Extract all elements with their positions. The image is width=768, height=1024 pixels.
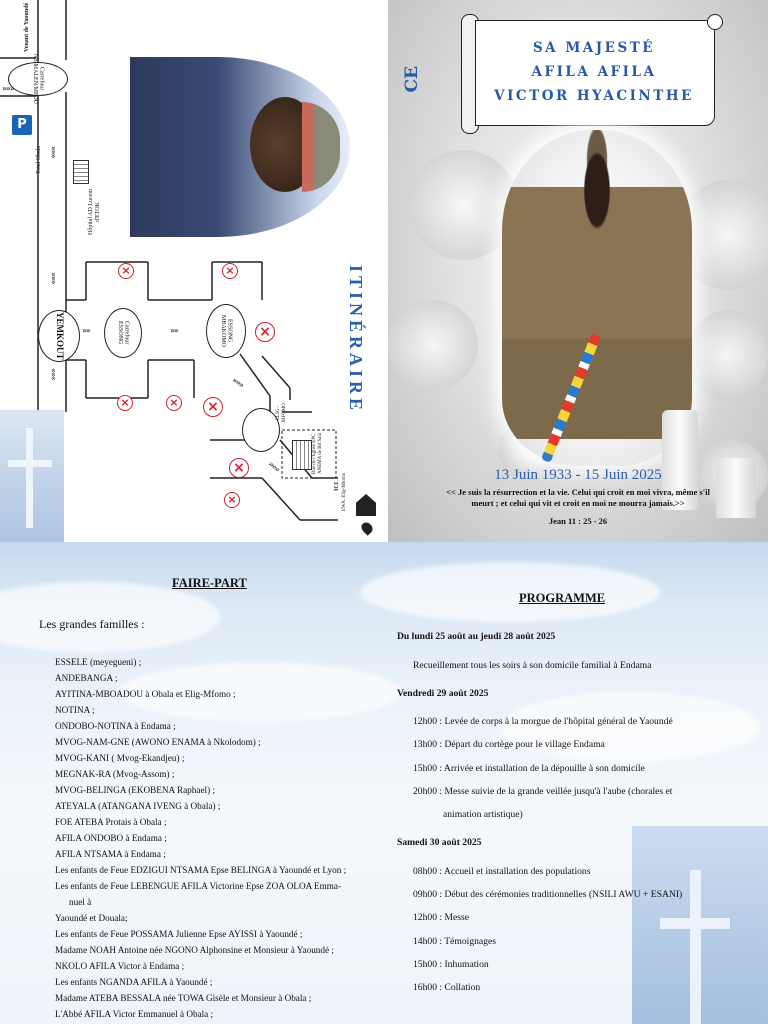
- programme-item: 12h00 : Levée de corps à la morgue de l'hôpital général de Yaoundé: [413, 716, 673, 727]
- no-entry-icon-2: ×: [222, 263, 238, 279]
- roundabout-essong-mbakomo-label: ESSONG MBAKOMO: [220, 314, 233, 347]
- list-item: ONDOBO-NOTINA à Endama ;: [55, 721, 176, 731]
- arrows-icon-5: »»»: [266, 459, 282, 474]
- list-item: Les enfants de Feue LEBENGUE AFILA Victorine Epse ZOA OLOA Emma-: [55, 881, 342, 891]
- arrows-down-icon-2: »»»: [49, 272, 58, 284]
- road-label-elig-mfomo: ELIG - MFOMO: [276, 403, 287, 423]
- list-item: Les enfants NGANDA AFILA à Yaoundé ;: [55, 977, 213, 987]
- chapel-label: EWA. Elig-Mfomo: [342, 472, 347, 512]
- list-item: L'Abbé AFILA Victor Emmanuel à Obala ;: [55, 1009, 214, 1019]
- house-icon: [292, 440, 312, 470]
- list-item: ATEYALA (ATANGANA IVENG à Obala) ;: [55, 801, 221, 811]
- list-item: Les enfants de Feue POSSAMA Julienne Epse AYISSI à Yaoundé ;: [55, 929, 303, 939]
- faire-part-heading: FAIRE-PART: [172, 576, 247, 590]
- inner-spread: [0, 542, 768, 1024]
- rose-decoration-4: [688, 310, 768, 400]
- banner-line-2: AFILA AFILA: [531, 64, 657, 80]
- bible-verse: << Je suis la résurrection et la vie. Celui qui croit en moi vivra, même s'il meurt ; et celui qui vit et croit en moi ne mourra jamais.>>: [446, 487, 710, 508]
- parking-label: Total Obala: [36, 145, 42, 175]
- cross-image: [0, 410, 64, 542]
- cloud-decoration-2: [360, 562, 660, 622]
- list-item: MEGNAK-RA (Mvog-Assom) ;: [55, 769, 175, 779]
- hospital-icon: [73, 160, 89, 184]
- roundabout-elig-mfomo: [242, 408, 280, 452]
- roundabout-yemkout-label: YEMKOUT: [54, 312, 65, 360]
- no-entry-icon-4: ×: [117, 395, 133, 411]
- programme-item: 20h00 : Messe suivie de la grande veillée jusqu'à l'aube (chorales et: [413, 786, 673, 797]
- no-entry-icon-7: ×: [229, 458, 249, 478]
- roundabout-essong-mbakomo: [206, 304, 246, 358]
- destination-label: Rue de l'Eglise EPC ANEMA de Bd Sala: [312, 433, 323, 475]
- cap-shape: [302, 102, 340, 192]
- programme-day-3: Samedi 30 août 2025: [397, 837, 482, 848]
- list-item: ESSELE (meyegueni) ;: [55, 657, 142, 667]
- programme-item: 13h00 : Départ du cortège pour le village Endama: [413, 739, 605, 750]
- no-entry-icon-5: ×: [166, 395, 182, 411]
- list-item: Yaoundé et Douala;: [55, 913, 128, 923]
- list-item: Madame ATEBA BESSALA née TOWA Gisèle et Monsieur à Obala ;: [55, 993, 312, 1003]
- arrows-down-icon: »»»: [49, 146, 58, 158]
- arrows-icon-3: »»: [170, 326, 178, 335]
- programme-item: 16h00 : Collation: [413, 982, 481, 993]
- roundabout-essong-label: Carrefour ESSONG: [117, 321, 130, 345]
- cross-image-2: [632, 826, 768, 1024]
- families-list: [55, 654, 385, 1022]
- no-entry-icon-8: ×: [224, 492, 240, 508]
- vertical-title-fragment: CE: [402, 66, 422, 93]
- arrows-icon-4: »»»: [230, 375, 246, 390]
- arrows-icon-2: »»: [82, 326, 90, 335]
- here-label: ICI: [334, 481, 340, 491]
- itinerary-map: [0, 0, 388, 542]
- list-item: Les enfants de Feue EDZIGUI NTSAMA Epse BELINGA à Yaoundé et Lyon ;: [55, 865, 347, 875]
- list-item: ANDEBANGA ;: [55, 673, 118, 683]
- list-item: AFILA ONDOBO à Endama ;: [55, 833, 167, 843]
- programme-item-continuation: animation artistique): [443, 809, 523, 820]
- roundabout-nsimalen: [8, 54, 68, 105]
- programme-item: 09h00 : Début des cérémonies traditionnelles (NSILI AWU + ESANI): [413, 889, 683, 900]
- programme-day-2: Vendredi 29 août 2025: [397, 688, 489, 699]
- programme-item: 08h00 : Accueil et installation des populations: [413, 866, 591, 877]
- road-label-from-yaounde: Venant de Yaoundé: [24, 2, 30, 52]
- list-item: Madame NOAH Antoine née NGONO Alphonsine et Monsieur à Yaoundé ;: [55, 945, 334, 955]
- list-item: NOTINA ;: [55, 705, 95, 715]
- list-item: FOE ATEBA Protais à Obala ;: [55, 817, 167, 827]
- families-intro: Les grandes familles :: [39, 617, 145, 631]
- parking-icon: P: [12, 115, 32, 135]
- arrows-icon: »»»: [2, 84, 14, 93]
- no-entry-icon: ×: [118, 263, 134, 279]
- list-item: MVOG-KANI ( Mvog-Ekandjeu) ;: [55, 753, 185, 763]
- list-item: MVOG-NAM-GNE (AWONO ENAMA à Nkolodom) ;: [55, 737, 261, 747]
- list-item: MVOG-BELINGA (EKOBENA Raphael) ;: [55, 785, 215, 795]
- list-item: AYITINA-MBOADOU à Obala et Elig-Mfomo ;: [55, 689, 236, 699]
- programme-item: 15h00 : Inhumation: [413, 959, 489, 970]
- no-entry-icon-6: ×: [203, 397, 223, 417]
- roundabout-nsimalen-label: Carrefour NSIMALEN/MFOU: [32, 54, 45, 105]
- banner-line-1: SA MAJESTÉ: [532, 40, 656, 56]
- programme-item: 12h00 : Messe: [413, 912, 469, 923]
- life-dates: 13 Juin 1933 - 15 Juin 2025: [494, 467, 662, 483]
- itinerary-title: ITINÉRAIRE: [346, 265, 366, 415]
- roundabout-essong: [104, 308, 142, 358]
- programme-heading: PROGRAMME: [519, 591, 606, 605]
- programme-day-1: Du lundi 25 août au jeudi 28 août 2025: [397, 631, 556, 642]
- name-scroll-banner: [461, 14, 723, 132]
- bible-verse-reference: Jean 11 : 25 - 26: [548, 516, 608, 526]
- scroll-roll-right: [707, 14, 723, 30]
- programme-item: Recueillement tous les soirs à son domicile familial à Endama: [413, 660, 652, 671]
- list-item: AFILA NTSAMA à Endama ;: [55, 849, 166, 859]
- programme-item: 15h00 : Arrivée et installation de la dépouille à son domicile: [413, 763, 645, 774]
- list-item: nuel à: [69, 897, 92, 907]
- programme-item: 14h00 : Témoignages: [413, 936, 496, 947]
- roundabout-yemkout: [38, 310, 80, 362]
- arrows-up-icon: «««: [49, 368, 58, 380]
- banner-line-3: VICTOR HYACINTHE: [494, 88, 694, 104]
- hospital-label: Hôpital AD Lucem d'ETOK: [88, 189, 101, 235]
- rose-decoration-2: [388, 300, 478, 390]
- list-item: NKOLO AFILA Victor à Endama ;: [55, 961, 185, 971]
- no-entry-icon-3: ×: [255, 322, 275, 342]
